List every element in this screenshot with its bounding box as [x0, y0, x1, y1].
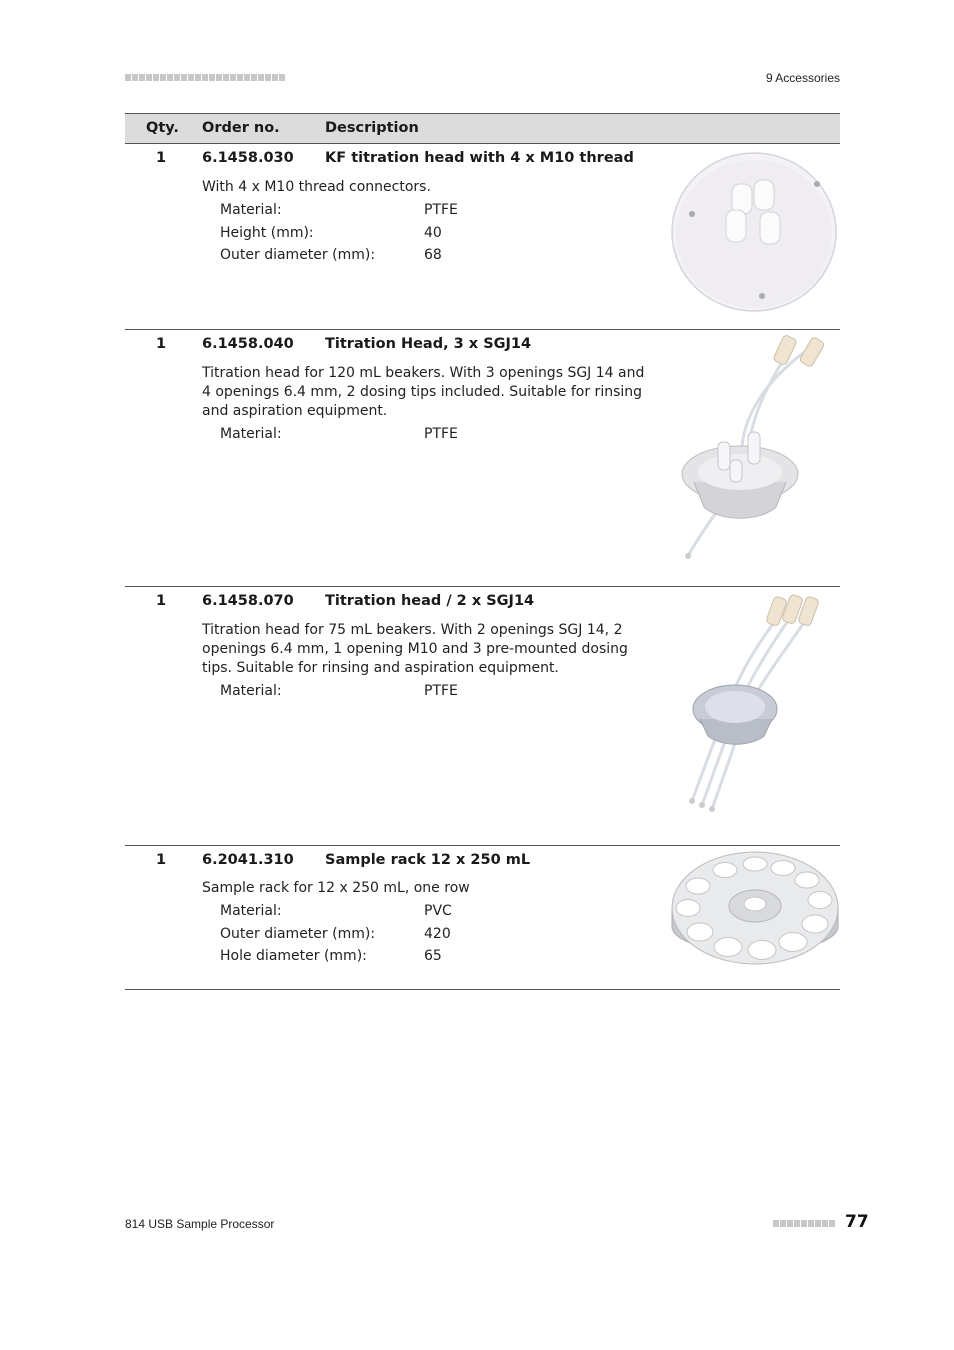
spec-value: 420: [424, 925, 451, 942]
row-qty: 1: [156, 852, 167, 868]
spec-list: [220, 426, 520, 449]
spec-value: 40: [424, 224, 442, 241]
row-title: Titration head / 2 x SGJ14: [325, 593, 535, 609]
spec-item: [220, 926, 520, 949]
kf-titration-head-image: [670, 150, 838, 314]
table-row: [125, 330, 840, 587]
spec-item: [220, 247, 520, 270]
spec-label: Outer diameter (mm):: [220, 247, 376, 263]
spec-value: PTFE: [424, 426, 458, 442]
column-header-description: Description: [325, 120, 419, 136]
table-row: [125, 587, 840, 846]
page-number: 77: [845, 1212, 869, 1232]
spec-item: [220, 903, 520, 926]
spec-value: PTFE: [424, 683, 458, 699]
row-order-no: 6.2041.310: [202, 852, 294, 868]
footer-document-title: 814 USB Sample Processor: [125, 1217, 275, 1231]
row-qty: 1: [156, 593, 167, 609]
header-decoration: [125, 74, 285, 81]
row-description: Sample rack for 12 x 250 mL, one row: [202, 880, 470, 896]
titration-head-2-sgj14-image: [670, 591, 840, 827]
row-title: Titration Head, 3 x SGJ14: [325, 336, 532, 352]
spec-value: 65: [424, 948, 442, 964]
spec-list: [220, 202, 520, 270]
spec-list: [220, 683, 520, 706]
spec-label: Material:: [220, 202, 282, 218]
spec-value: PTFE: [424, 202, 458, 218]
table-row: [125, 144, 840, 330]
spec-label: Material:: [220, 683, 282, 699]
row-description: Titration head for 120 mL beakers. With 3 openings SGJ 14 and 4 openings 6.4 mm, 2 dosing tips included. Suitable for rinsing and aspiration equipment.: [202, 365, 645, 419]
row-order-no: 6.1458.070: [202, 593, 294, 609]
row-title: Sample rack 12 x 250 mL: [325, 852, 531, 868]
spec-item: [220, 948, 520, 971]
spec-item: [220, 426, 520, 449]
spec-label: Hole diameter (mm):: [220, 948, 367, 964]
spec-label: Outer diameter (mm):: [220, 925, 376, 942]
chapter-title: 9 Accessories: [765, 71, 840, 85]
accessories-table: [125, 113, 840, 990]
spec-list: [220, 903, 520, 971]
column-header-qty: Qty.: [146, 120, 179, 136]
spec-item: [220, 683, 520, 706]
titration-head-3-sgj14-image: [670, 332, 840, 568]
row-description: With 4 x M10 thread connectors.: [202, 179, 431, 195]
sample-rack-image: [670, 850, 840, 976]
row-order-no: 6.1458.030: [202, 150, 294, 166]
footer-decoration: [773, 1220, 835, 1227]
row-qty: 1: [156, 336, 167, 352]
row-title: KF titration head with 4 x M10 thread: [325, 150, 634, 166]
spec-label: Material:: [220, 903, 282, 919]
column-header-order-no: Order no.: [202, 120, 280, 136]
spec-label: Material:: [220, 426, 282, 442]
spec-item: [220, 202, 520, 225]
spec-value: 68: [424, 247, 442, 263]
spec-value: PVC: [424, 903, 452, 919]
spec-label: Height (mm):: [220, 224, 314, 241]
table-header: [125, 113, 840, 144]
table-row: [125, 846, 840, 990]
row-description: Titration head for 75 mL beakers. With 2 openings SGJ 14, 2 openings 6.4 mm, 1 opening M10 and 3 pre-mounted dosing tips. Suitable for rinsing and aspiration equipment.: [202, 622, 628, 676]
spec-item: [220, 225, 520, 248]
row-order-no: 6.1458.040: [202, 336, 294, 352]
row-qty: 1: [156, 150, 167, 166]
